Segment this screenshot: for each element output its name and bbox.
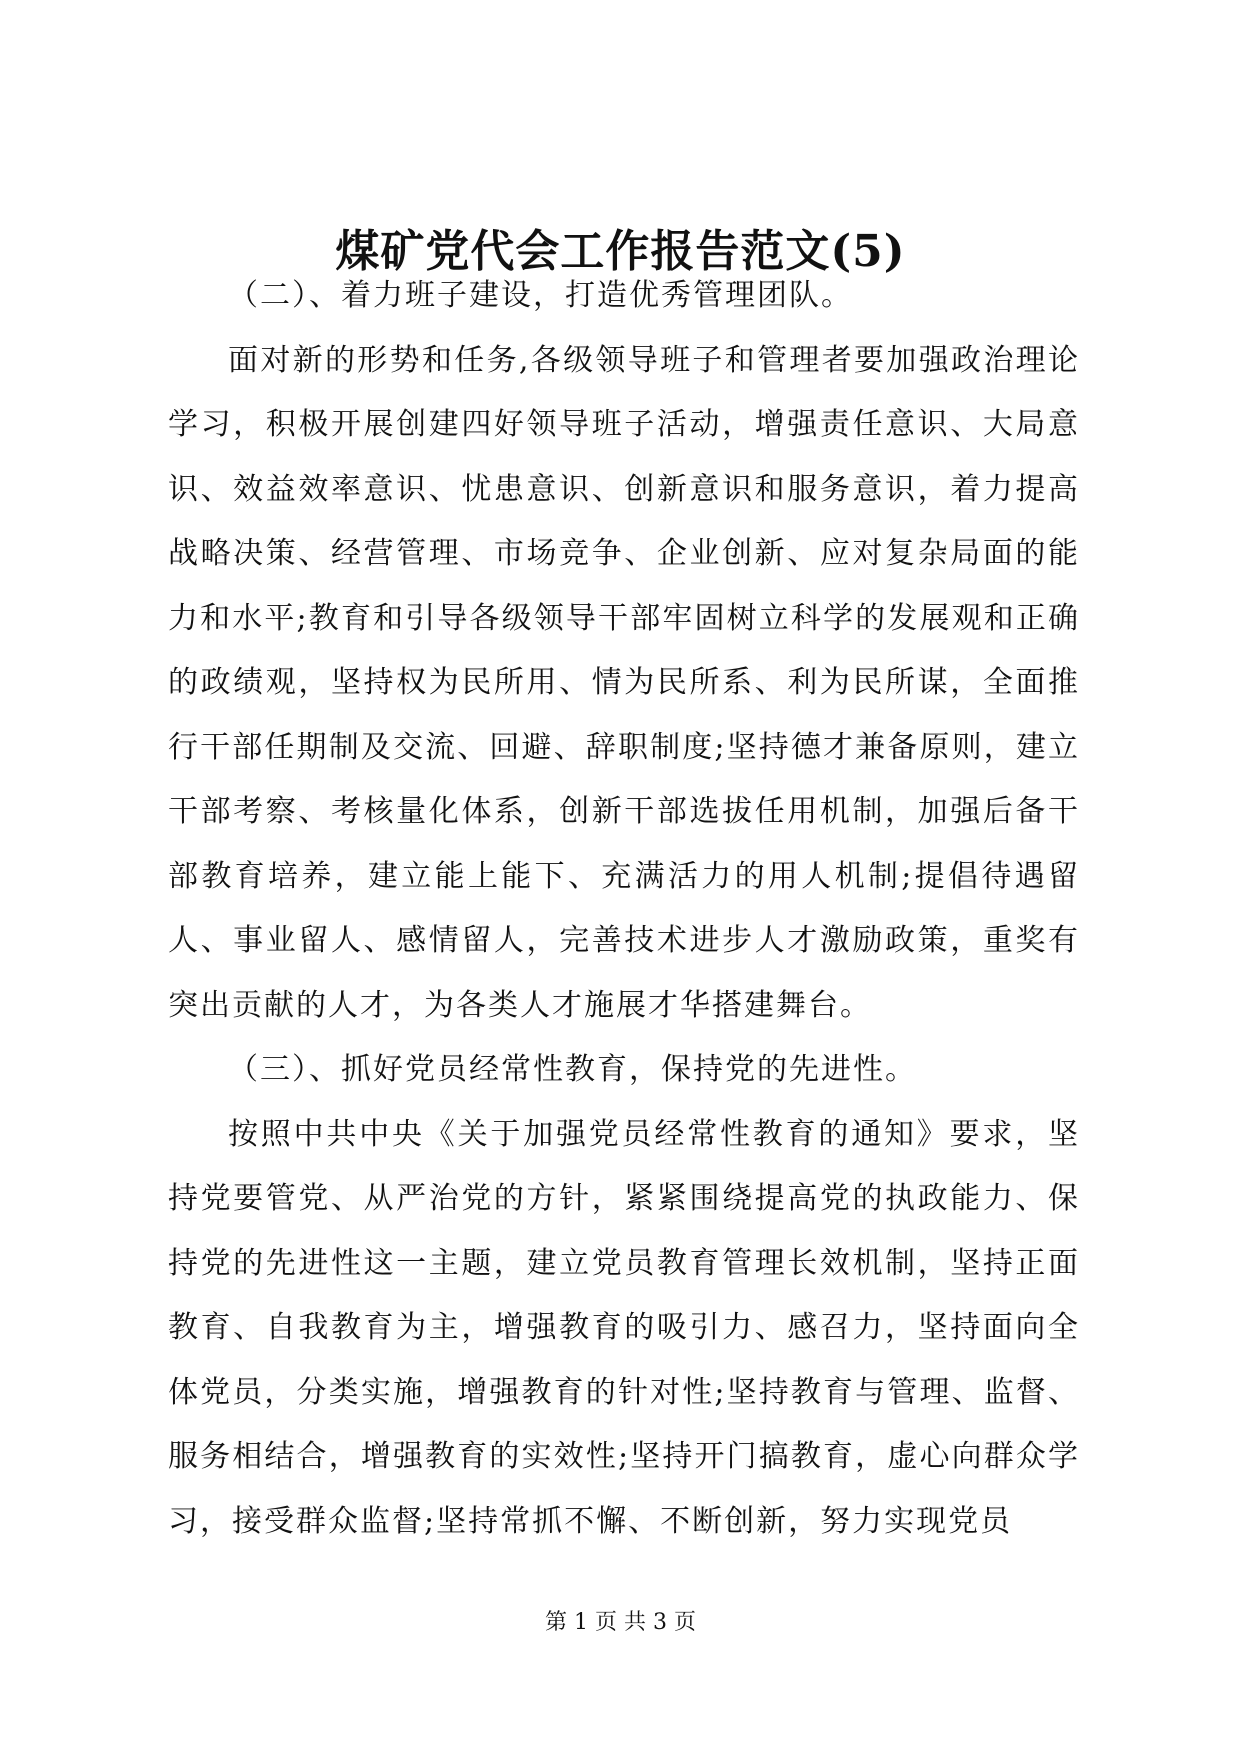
paragraph: 面对新的形势和任务,各级领导班子和管理者要加强政治理论学习，积极开展创建四好领导班子活动，增强责任意识、大局意识、效益效率意识、忧患意识、创新意识和服务意识，着力提高战略决策、经营管理、市场竞争、企业创新、应对复杂局面的能力和水平;教育和引导各级领导干部牢固树立科学的发展观和正确的政绩观，坚持权为民所用、情为民所系、利为民所谋，全面推行干部任期制及交流、回避、辞职制度;坚持德才兼备原则，建立干部考察、考核量化体系，创新干部选拔任用机制，加强后备干部教育培养，建立能上能下、充满活力的用人机制;提倡待遇留人、事业留人、感情留人，完善技术进步人才激励政策，重奖有突出贡献的人才，为各类人才施展才华搭建舞台。	[168, 342, 1080, 1023]
page-footer: 第 1 页 共 3 页	[545, 1610, 696, 1635]
document-title: 煤矿党代会工作报告范文(5)	[335, 226, 906, 277]
section-heading: （三）、抓好党员经常性教育，保持党的先进性。	[228, 1052, 917, 1087]
paragraph: 按照中共中央《关于加强党员经常性教育的通知》要求，坚持党要管党、从严治党的方针，紧紧围绕提高党的执政能力、保持党的先进性这一主题，建立党员教育管理长效机制，坚持正面教育、自我教育为主，增强教育的吸引力、感召力，坚持面向全体党员，分类实施，增强教育的针对性;坚持教育与管理、监督、服务相结合，增强教育的实效性;坚持开门搞教育，虚心向群众学习，接受群众监督;坚持常抓不懈、不断创新，努力实现党员	[168, 1116, 1080, 1539]
document-body	[168, 264, 1080, 1554]
section-heading: （二）、着力班子建设，打造优秀管理团队。	[228, 278, 853, 313]
